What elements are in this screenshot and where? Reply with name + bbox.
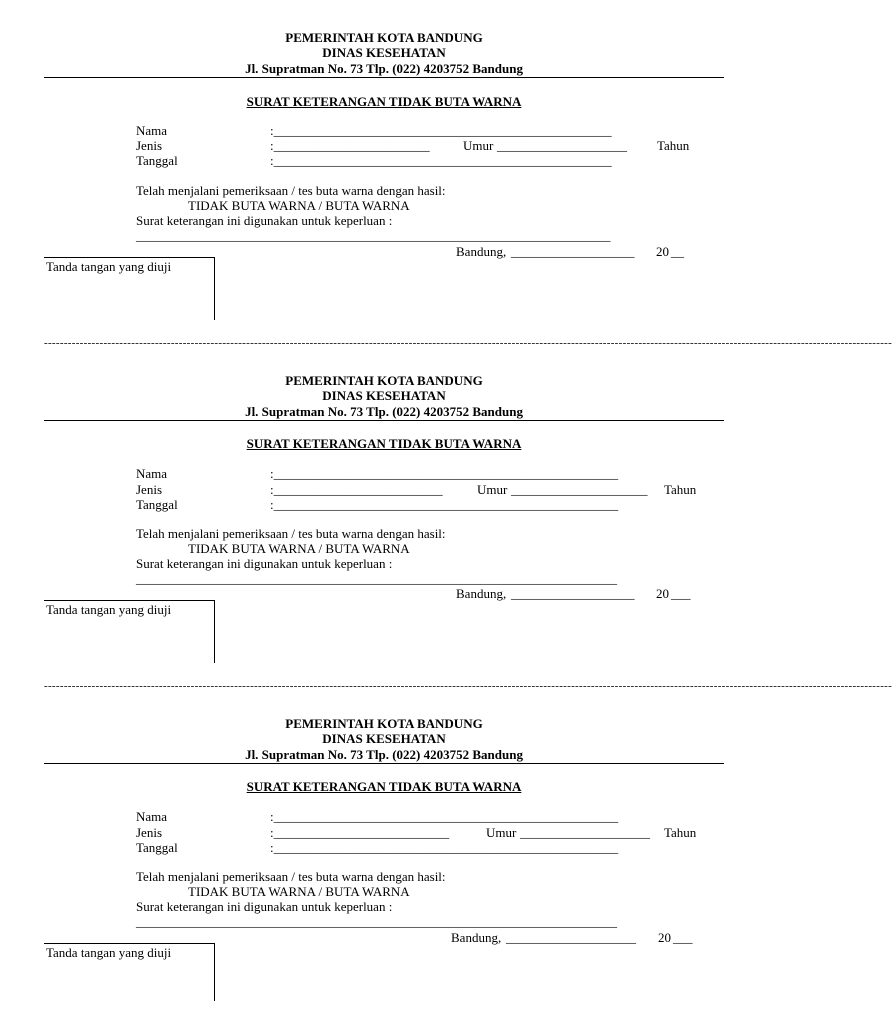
- nama-label: Nama: [136, 123, 168, 138]
- signer-label: Tanda tangan yang diuji: [46, 259, 172, 274]
- signature-box-side: [214, 600, 215, 663]
- tahun-label: Tahun: [657, 138, 690, 153]
- jenis-field[interactable]: :___________________________: [270, 825, 450, 840]
- year-prefix: 20: [656, 586, 669, 601]
- year-field[interactable]: __: [671, 244, 684, 259]
- signature-box-side: [214, 257, 215, 320]
- jenis-label: Jenis: [136, 482, 162, 497]
- letter-title: SURAT KETERANGAN TIDAK BUTA WARNA: [246, 779, 522, 794]
- letter-title: SURAT KETERANGAN TIDAK BUTA WARNA: [246, 94, 522, 109]
- header-address: Jl. Supratman No. 73 Tlp. (022) 4203752 Bandung: [245, 61, 523, 76]
- nama-label: Nama: [136, 809, 168, 824]
- header-department: DINAS KESEHATAN: [322, 731, 446, 746]
- header-divider: [44, 763, 724, 764]
- year-prefix: 20: [658, 930, 671, 945]
- purpose-text: Surat keterangan ini digunakan untuk keperluan :: [136, 899, 393, 914]
- umur-field[interactable]: _____________________: [511, 482, 648, 497]
- jenis-label: Jenis: [136, 138, 162, 153]
- nama-field[interactable]: :_____________________________________________________: [270, 466, 619, 481]
- exam-text: Telah menjalani pemeriksaan / tes buta warna dengan hasil:: [136, 869, 446, 884]
- header-address: Jl. Supratman No. 73 Tlp. (022) 4203752 Bandung: [245, 404, 523, 419]
- umur-field[interactable]: ____________________: [497, 138, 627, 153]
- tanggal-field[interactable]: :_____________________________________________________: [270, 497, 619, 512]
- tanggal-label: Tanggal: [136, 153, 178, 168]
- letter-title: SURAT KETERANGAN TIDAK BUTA WARNA: [246, 436, 522, 451]
- jenis-field[interactable]: :__________________________: [270, 482, 443, 497]
- purpose-field[interactable]: __________________________________________________________________________: [136, 914, 617, 929]
- year-field[interactable]: ___: [673, 930, 693, 945]
- tanggal-field[interactable]: :_____________________________________________________: [270, 840, 619, 855]
- exam-text: Telah menjalani pemeriksaan / tes buta warna dengan hasil:: [136, 183, 446, 198]
- city-label: Bandung,: [456, 586, 507, 601]
- tanggal-label: Tanggal: [136, 497, 178, 512]
- signature-box-side: [214, 943, 215, 1001]
- signer-label: Tanda tangan yang diuji: [46, 945, 172, 960]
- header-divider: [44, 77, 724, 78]
- result-text: TIDAK BUTA WARNA / BUTA WARNA: [188, 884, 410, 899]
- jenis-field[interactable]: :________________________: [270, 138, 430, 153]
- result-text: TIDAK BUTA WARNA / BUTA WARNA: [188, 541, 410, 556]
- umur-label: Umur: [477, 482, 508, 497]
- date-field[interactable]: ____________________: [506, 930, 636, 945]
- cut-line-1: ----------------------------------------------------------------------------------------------------------------------------------------------------------------------------------------------------------------------: [44, 337, 892, 349]
- tanggal-label: Tanggal: [136, 840, 178, 855]
- city-label: Bandung,: [451, 930, 502, 945]
- year-field[interactable]: ___: [671, 586, 691, 601]
- signer-label: Tanda tangan yang diuji: [46, 602, 172, 617]
- header-address: Jl. Supratman No. 73 Tlp. (022) 4203752 Bandung: [245, 747, 523, 762]
- purpose-text: Surat keterangan ini digunakan untuk keperluan :: [136, 213, 393, 228]
- date-field[interactable]: ___________________: [511, 244, 635, 259]
- signature-box-top: [44, 257, 214, 258]
- header-department: DINAS KESEHATAN: [322, 388, 446, 403]
- header-government: PEMERINTAH KOTA BANDUNG: [285, 373, 483, 388]
- umur-label: Umur: [463, 138, 494, 153]
- nama-field[interactable]: :____________________________________________________: [270, 123, 612, 138]
- cut-line-2: ----------------------------------------------------------------------------------------------------------------------------------------------------------------------------------------------------------------------: [44, 680, 892, 692]
- header-department: DINAS KESEHATAN: [322, 45, 446, 60]
- purpose-field[interactable]: _________________________________________________________________________: [136, 228, 611, 243]
- umur-label: Umur: [486, 825, 517, 840]
- result-text: TIDAK BUTA WARNA / BUTA WARNA: [188, 198, 410, 213]
- nama-field[interactable]: :_____________________________________________________: [270, 809, 619, 824]
- header-government: PEMERINTAH KOTA BANDUNG: [285, 716, 483, 731]
- jenis-label: Jenis: [136, 825, 162, 840]
- nama-label: Nama: [136, 466, 168, 481]
- tanggal-field[interactable]: :____________________________________________________: [270, 153, 612, 168]
- signature-box-top: [44, 600, 214, 601]
- tahun-label: Tahun: [664, 482, 697, 497]
- date-field[interactable]: ___________________: [511, 586, 635, 601]
- purpose-text: Surat keterangan ini digunakan untuk keperluan :: [136, 556, 393, 571]
- signature-box-top: [44, 943, 214, 944]
- umur-field[interactable]: ____________________: [520, 825, 650, 840]
- tahun-label: Tahun: [664, 825, 697, 840]
- exam-text: Telah menjalani pemeriksaan / tes buta warna dengan hasil:: [136, 526, 446, 541]
- city-label: Bandung,: [456, 244, 507, 259]
- header-divider: [44, 420, 724, 421]
- header-government: PEMERINTAH KOTA BANDUNG: [285, 30, 483, 45]
- purpose-field[interactable]: __________________________________________________________________________: [136, 571, 617, 586]
- year-prefix: 20: [656, 244, 669, 259]
